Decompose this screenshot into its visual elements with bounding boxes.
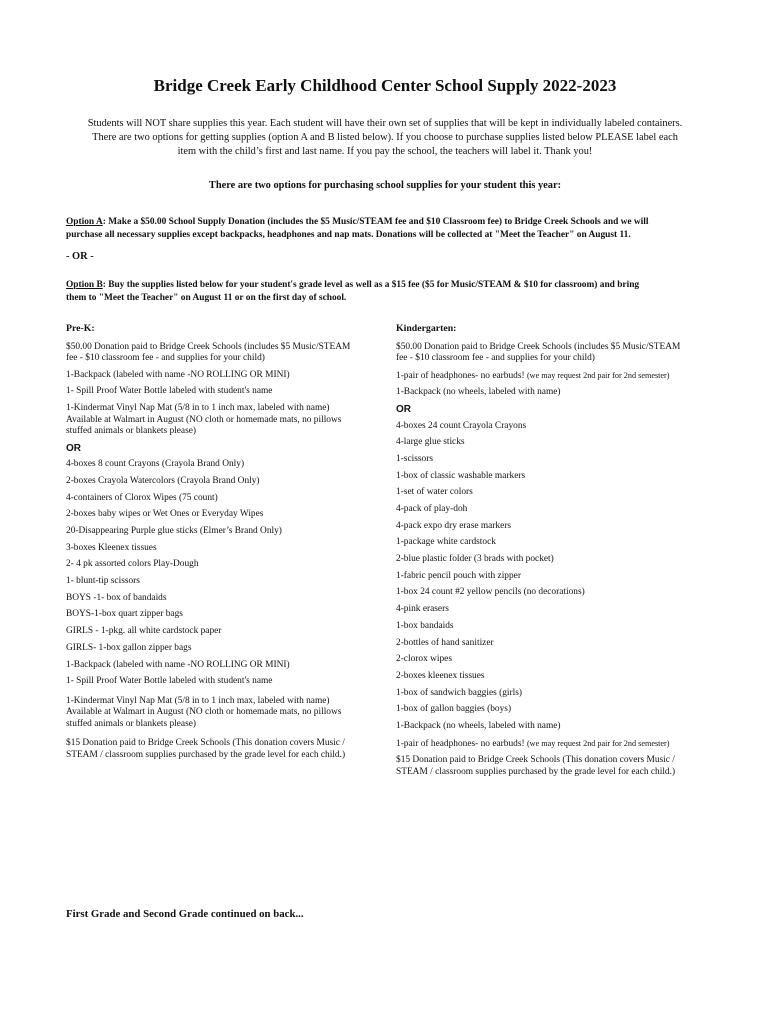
prek-nap-mat-2: [66, 696, 376, 731]
option-a-text-2: purchase all necessary supplies except backpacks, headphones and nap mats. Donations will be collected at "Meet the Teacher" on August 11.: [66, 230, 631, 240]
list-line: fee - $10 classroom fee - and supplies for your child): [396, 353, 595, 363]
option-a-label: Option A: [66, 217, 103, 227]
option-a-paragraph: [66, 216, 716, 242]
list-item: 1-box of sandwich baggies (girls): [396, 687, 523, 698]
list-line: stuffed animals or blankets please): [66, 718, 196, 729]
or-separator: - OR -: [66, 251, 94, 262]
list-item: GIRLS- 1-box gallon zipper bags: [66, 642, 192, 653]
prek-heading: Pre-K:: [66, 323, 95, 334]
list-item: 1-box bandaids: [396, 620, 454, 631]
list-item: GIRLS - 1-pkg. all white cardstock paper: [66, 626, 222, 637]
list-item: 1-box of gallon baggies (boys): [396, 704, 512, 715]
intro-paragraph: [60, 117, 710, 159]
kinder-column: [396, 323, 716, 784]
prek-fee: [66, 738, 376, 761]
kinder-donation: [396, 342, 716, 365]
list-note: (we may request 2nd pair for 2nd semester): [526, 738, 670, 748]
intro-line: There are two options for getting supplies (option A and B listed below). If you choose to purchase supplies listed below PLEASE label each: [92, 132, 678, 143]
list-item: 1-scissors: [396, 453, 433, 464]
list-line: $15 Donation paid to Bridge Creek Schools (This donation covers Music /: [66, 738, 345, 749]
list-item: 1-Backpack (no wheels, labeled with name): [396, 387, 561, 398]
list-item: 4-containers of Clorox Wipes (75 count): [66, 492, 218, 503]
prek-nap-mat: [66, 403, 376, 438]
option-a-text: : Make a $50.00 School Supply Donation (includes the $5 Music/STEAM fee and $10 Classroom fee) to Bridge Creek Schools and we will: [102, 217, 649, 227]
list-line: STEAM / classroom supplies purchased by the grade level for each child.): [396, 766, 676, 777]
prek-or-divider: OR: [66, 442, 81, 454]
list-item: 1- Spill Proof Water Bottle labeled with student's name: [66, 676, 273, 687]
list-item: BOYS -1- box of bandaids: [66, 592, 167, 603]
list-line: 1-pair of headphones- no earbuds!: [396, 738, 527, 749]
list-item: 1-Backpack (no wheels, labeled with name): [396, 720, 561, 731]
list-item: 2-clorox wipes: [396, 654, 452, 665]
list-line: stuffed animals or blankets please): [66, 426, 196, 437]
kinder-heading: Kindergarten:: [396, 323, 457, 334]
list-item: [396, 738, 716, 751]
list-item: 2-boxes kleenex tissues: [396, 670, 485, 681]
prek-column: [66, 323, 376, 766]
list-item: 3-boxes Kleenex tissues: [66, 542, 157, 553]
kinder-or-divider: OR: [396, 404, 411, 416]
list-line: $15 Donation paid to Bridge Creek Schools (This donation covers Music /: [396, 755, 675, 766]
option-b-text: : Buy the supplies listed below for your student's grade level as well as a $15 fee ($5 for Music/STEAM & $10 for classroom) and bring: [102, 280, 640, 290]
list-item: 1-package white cardstock: [396, 537, 496, 548]
list-item: 2-bottles of hand sanitizer: [396, 637, 494, 648]
list-item: 1- blunt-tip scissors: [66, 576, 140, 587]
list-item: 2-boxes baby wipes or Wet Ones or Everyday Wipes: [66, 509, 264, 520]
option-b-paragraph: [66, 279, 716, 305]
list-line: 1-pair of headphones- no earbuds!: [396, 370, 527, 381]
list-line: $50.00 Donation paid to Bridge Creek Schools (includes $5 Music/STEAM: [396, 341, 681, 352]
list-item: 4-boxes 24 count Crayola Crayons: [396, 420, 527, 431]
list-item: 4-pack expo dry erase markers: [396, 520, 512, 531]
list-item: 1- Spill Proof Water Bottle labeled with student's name: [66, 386, 273, 397]
intro-line: Students will NOT share supplies this year. Each student will have their own set of supplies that will be kept in individually labeled containers.: [87, 118, 683, 129]
list-item: 1-Backpack (labeled with name -NO ROLLING OR MINI): [66, 659, 290, 670]
list-line: $50.00 Donation paid to Bridge Creek Schools (includes $5 Music/STEAM: [66, 341, 351, 352]
option-b-label: Option B: [66, 280, 103, 290]
list-item: 4-boxes 8 count Crayons (Crayola Brand Only): [66, 459, 245, 470]
list-item: 4-pack of play-doh: [396, 504, 468, 514]
list-line: Available at Walmart in August (NO cloth or homemade mats, no pillows: [66, 414, 342, 425]
list-line: STEAM / classroom supplies purchased by the grade level for each child.): [66, 749, 346, 760]
list-item: 2-blue plastic folder (3 brads with pocket): [396, 554, 554, 565]
list-item: [396, 370, 716, 383]
list-item: 1-fabric pencil pouch with zipper: [396, 570, 521, 581]
list-item: 1-box of classic washable markers: [396, 470, 526, 481]
prek-donation: [66, 342, 376, 365]
list-note: (we may request 2nd pair for 2nd semester): [526, 370, 670, 380]
list-item: 2- 4 pk assorted colors Play-Dough: [66, 559, 199, 570]
list-line: 1-Kindermat Vinyl Nap Mat (5/8 in to 1 inch max, labeled with name): [66, 403, 330, 414]
list-item: 20-Disappearing Purple glue sticks (Elmer’s Brand Only): [66, 526, 282, 536]
option-b-text-2: them to "Meet the Teacher" on August 11 or on the first day of school.: [66, 293, 347, 303]
list-line: fee - $10 classroom fee - and supplies for your child): [66, 353, 265, 363]
intro-line: item with the child’s first and last name. If you pay the school, the teachers will label it. Thank you!: [177, 146, 593, 157]
list-line: 1-Kindermat Vinyl Nap Mat (5/8 in to 1 inch max, labeled with name): [66, 695, 330, 706]
list-line: Available at Walmart in August (NO cloth or homemade mats, no pillows: [66, 707, 342, 718]
options-heading: There are two options for purchasing school supplies for your student this year:: [208, 180, 562, 191]
page-title: Bridge Creek Early Childhood Center School Supply 2022-2023: [153, 76, 617, 95]
list-item: 1-Backpack (labeled with name -NO ROLLING OR MINI): [66, 369, 290, 380]
list-item: BOYS-1-box quart zipper bags: [66, 609, 183, 620]
list-item: 4-large glue sticks: [396, 437, 465, 448]
list-item: 1-set of water colors: [396, 487, 473, 498]
kinder-fee: [396, 755, 716, 778]
list-item: 1-box 24 count #2 yellow pencils (no decorations): [396, 587, 585, 598]
list-item: 4-pink erasers: [396, 604, 449, 615]
list-item: 2-boxes Crayola Watercolors (Crayola Brand Only): [66, 475, 260, 486]
continued-note: First Grade and Second Grade continued on back...: [66, 908, 304, 920]
